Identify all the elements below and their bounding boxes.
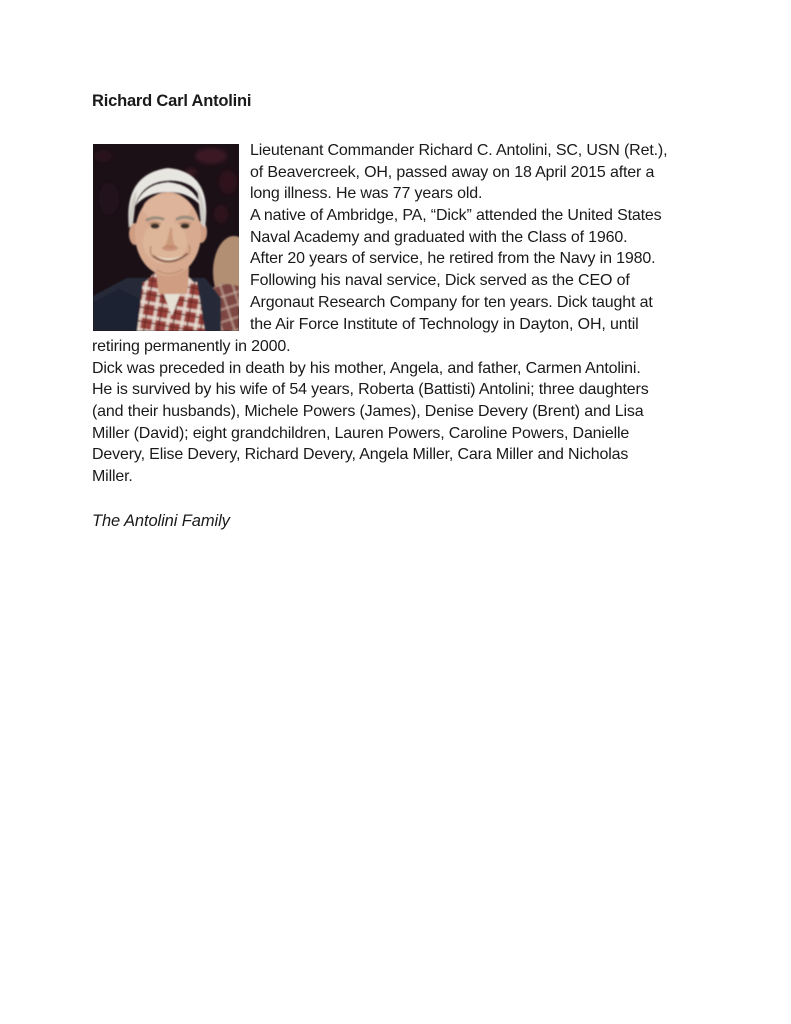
body-line: Miller. bbox=[92, 468, 133, 486]
obituary-text-full-width bbox=[92, 336, 649, 488]
body-line: He is survived by his wife of 54 years, Roberta (Battisti) Antolini; three daughters bbox=[92, 381, 649, 399]
obituary-title: Richard Carl Antolini bbox=[92, 92, 252, 110]
obituary-photo bbox=[93, 144, 239, 331]
body-line: Argonaut Research Company for ten years. Dick taught at bbox=[250, 293, 653, 311]
body-line: Lieutenant Commander Richard C. Antolini, SC, USN (Ret.), bbox=[250, 142, 668, 159]
obituary-text-beside-photo bbox=[250, 140, 667, 335]
body-line: retiring permanently in 2000. bbox=[92, 338, 291, 355]
signature-line: The Antolini Family bbox=[92, 512, 230, 530]
body-line: Naval Academy and graduated with the Class of 1960. bbox=[250, 228, 628, 246]
body-line: After 20 years of service, he retired from the Navy in 1980. bbox=[250, 250, 656, 268]
body-line: Following his naval service, Dick served as the CEO of bbox=[250, 272, 630, 290]
body-line: Miller (David); eight grandchildren, Lauren Powers, Caroline Powers, Danielle bbox=[92, 424, 630, 442]
body-line: Dick was preceded in death by his mother, Angela, and father, Carmen Antolini. bbox=[92, 359, 641, 377]
body-line: Devery, Elise Devery, Richard Devery, Angela Miller, Cara Miller and Nicholas bbox=[92, 446, 629, 464]
body-line: A native of Ambridge, PA, “Dick” attended the United States bbox=[250, 207, 662, 225]
body-line: (and their husbands), Michele Powers (James), Denise Devery (Brent) and Lisa bbox=[92, 403, 644, 421]
body-line: the Air Force Institute of Technology in Dayton, OH, until bbox=[250, 315, 639, 333]
body-line: long illness. He was 77 years old. bbox=[250, 185, 483, 203]
body-line: of Beavercreek, OH, passed away on 18 April 2015 after a bbox=[250, 163, 655, 181]
portrait-photo-graphic bbox=[93, 144, 239, 331]
